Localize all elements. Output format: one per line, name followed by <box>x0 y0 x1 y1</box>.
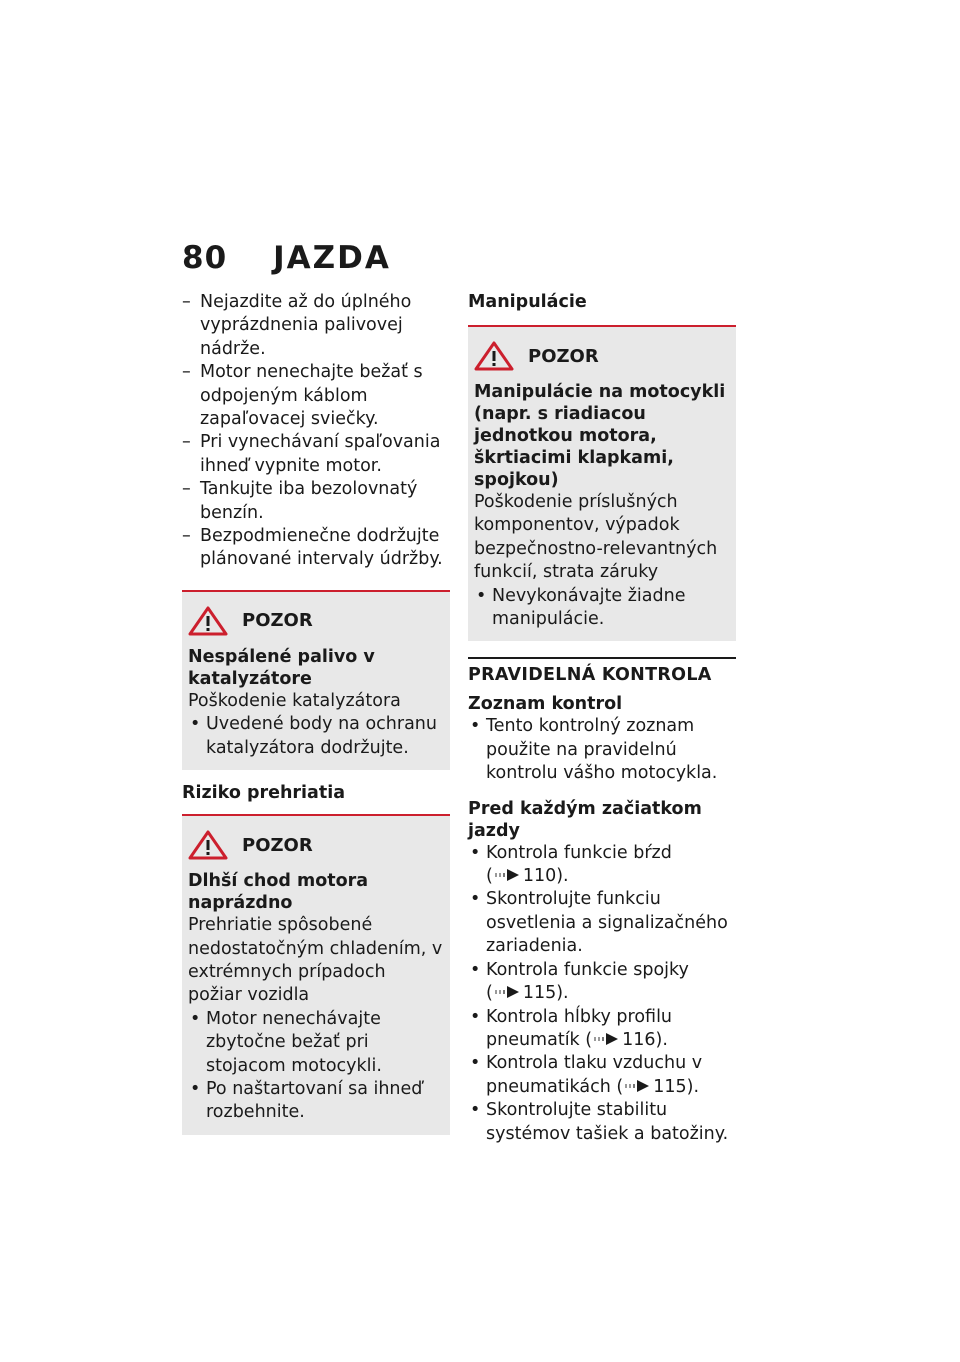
right-column <box>468 291 736 1146</box>
checklist-title: Zoznam kontrol <box>468 694 623 715</box>
list-item: • Kontrola funkcie bŕzd ( 110). <box>468 842 736 889</box>
warning-box-catalyst <box>182 590 450 770</box>
page-reference[interactable]: 110 <box>522 866 557 887</box>
checklist-bullets <box>468 715 736 785</box>
warning-text: Poškodenie katalyzátora <box>188 690 401 711</box>
warning-bullets <box>474 585 730 632</box>
warning-title: Manipulácie na motocykli (napr. s riadiacou jednotkou motora, škrtiacimi klapkami, spojkou) <box>474 382 726 490</box>
before-ride-list <box>468 842 736 1146</box>
page-reference[interactable]: 115 <box>653 1076 687 1097</box>
chapter-title: JAZDA <box>273 240 391 276</box>
page-reference[interactable]: 115 <box>522 983 557 1004</box>
list-item: • Motor nenechávajte zbytočne bežať pri stojacom motocykli. <box>188 1008 444 1078</box>
page-reference-arrow-icon <box>594 1033 618 1045</box>
dash-list <box>182 291 450 572</box>
warning-bullets <box>188 713 444 760</box>
page-reference-arrow-icon <box>495 869 519 881</box>
list-item: • Skontrolujte funkciu osvetlenia a signalizačného zariadenia. <box>468 888 736 958</box>
page-header <box>182 240 391 276</box>
page-reference[interactable]: 116 <box>622 1029 656 1050</box>
list-item: – Pri vynechávaní spaľovania ihneď vypnite motor. <box>182 431 450 478</box>
warning-triangle-icon <box>474 341 514 371</box>
list-item: • Uvedené body na ochranu katalyzátora dodržujte. <box>188 713 444 760</box>
warning-box-manipulation <box>468 325 736 641</box>
page-reference-arrow-icon <box>625 1080 649 1092</box>
list-item: – Motor nenechajte bežať s odpojeným káblom zapaľovacej sviečky. <box>182 361 450 431</box>
list-item: • Kontrola hĺbky profilu pneumatík ( 116). <box>468 1006 736 1053</box>
list-item: – Tankujte iba bezolovnatý benzín. <box>182 478 450 525</box>
warning-title: Nespálené palivo v katalyzátore <box>188 646 375 689</box>
warning-header <box>188 830 444 860</box>
section-title-regular-check: PRAVIDELNÁ KONTROLA <box>468 657 736 685</box>
warning-label: POZOR <box>528 345 599 367</box>
page-number: 80 <box>182 240 228 276</box>
warning-label: POZOR <box>242 834 313 856</box>
section-title-overheating: Riziko prehriatia <box>182 783 346 804</box>
list-item: • Kontrola tlaku vzduchu v pneumatikách ( 115). <box>468 1052 736 1099</box>
warning-triangle-icon <box>188 830 228 860</box>
list-item: • Nevykonávajte žiadne manipulácie. <box>474 585 730 632</box>
warning-label: POZOR <box>242 610 313 632</box>
warning-header <box>474 341 730 371</box>
list-item: • Skontrolujte stabilitu systémov tašiek a batožiny. <box>468 1099 736 1146</box>
list-item: • Po naštartovaní sa ihneď rozbehnite. <box>188 1078 444 1125</box>
section-title-manipulations: Manipulácie <box>468 292 587 312</box>
warning-title: Dlhší chod motora naprázdno <box>188 871 369 914</box>
warning-box-idle <box>182 814 450 1135</box>
list-item: • Kontrola funkcie spojky ( 115). <box>468 959 736 1006</box>
list-item: • Tento kontrolný zoznam použite na pravidelnú kontrolu vášho motocykla. <box>468 715 736 785</box>
list-item: – Bezpodmienečne dodržujte plánované intervaly údržby. <box>182 525 450 572</box>
warning-header <box>188 606 444 636</box>
left-column <box>182 291 450 1135</box>
page-reference-arrow-icon <box>495 986 519 998</box>
warning-triangle-icon <box>188 606 228 636</box>
before-ride-title: Pred každým začiatkom jazdy <box>468 798 702 841</box>
warning-text: Prehriatie spôsobené nedostatočným chladením, v extrémnych prípadoch požiar vozidla <box>188 915 443 1006</box>
warning-bullets <box>188 1008 444 1125</box>
list-item: – Nejazdite až do úplného vyprázdnenia palivovej nádrže. <box>182 291 450 361</box>
warning-text: Poškodenie príslušných komponentov, výpadok bezpečnostno-relevantných funkcií, strata záruky <box>474 492 718 583</box>
